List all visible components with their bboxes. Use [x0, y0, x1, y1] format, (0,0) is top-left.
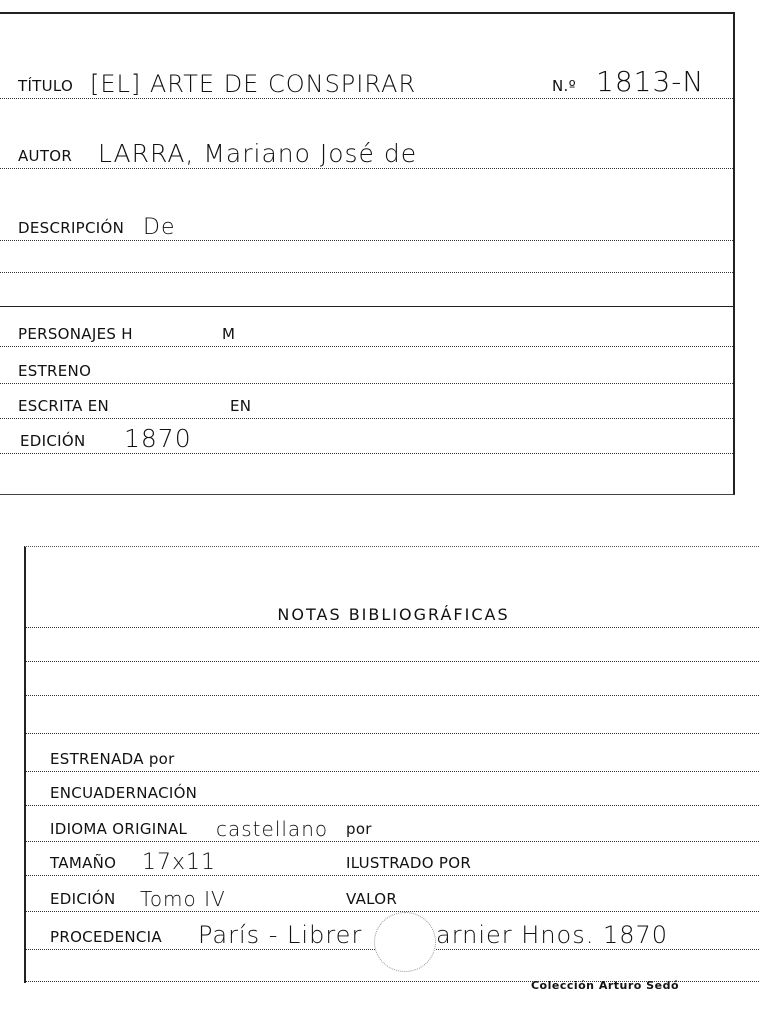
titulo-label: TÍTULO	[18, 77, 74, 95]
estrenada-row	[26, 739, 759, 772]
notas-title: NOTAS BIBLIOGRÁFICAS	[277, 605, 510, 624]
tamano-label: TAMAÑO	[50, 854, 117, 872]
valor-label: VALOR	[346, 890, 398, 908]
notas-line-1	[26, 605, 759, 628]
descripcion-label: DESCRIPCIÓN	[18, 219, 125, 237]
edicion-label: EDICIÓN	[20, 432, 86, 450]
descripcion-line-3	[0, 306, 733, 307]
numero-label: N.º	[552, 77, 576, 95]
personajes-label: PERSONAJES H	[18, 325, 133, 343]
autor-row	[0, 136, 733, 169]
tamano-row	[26, 843, 759, 876]
procedencia-value-part1: París - Librer	[198, 921, 363, 949]
estreno-label: ESTRENO	[18, 362, 92, 380]
descripcion-row	[0, 208, 733, 241]
edicion2-value: Tomo IV	[140, 887, 226, 911]
procedencia-value-part2: arnier Hnos. 1870	[436, 921, 669, 949]
autor-label: AUTOR	[18, 147, 73, 165]
edicion2-label: EDICIÓN	[50, 890, 116, 908]
escrita-row	[0, 386, 733, 419]
procedencia-label: PROCEDENCIA	[50, 928, 162, 946]
notas-line-2	[26, 661, 759, 662]
notas-line-4	[26, 733, 759, 734]
titulo-row	[0, 66, 733, 99]
estreno-row	[0, 351, 733, 384]
encuadernacion-label: ENCUADERNACIÓN	[50, 784, 198, 802]
autor-value: LARRA, Mariano José de	[98, 139, 418, 168]
idioma-label: IDIOMA ORIGINAL	[50, 820, 188, 838]
escrita-en-label: EN	[230, 397, 252, 415]
ink-blot	[374, 912, 436, 972]
descripcion-line-2	[0, 272, 733, 273]
escrita-label: ESCRITA EN	[18, 397, 110, 415]
idioma-por-label: por	[346, 820, 372, 838]
idioma-row	[26, 809, 759, 842]
personajes-row	[0, 314, 733, 347]
tamano-value: 17x11	[142, 850, 217, 875]
collection-stamp: Colección Arturo Sedó	[530, 979, 679, 992]
idioma-value: castellano	[216, 817, 329, 841]
encuadernacion-row	[26, 773, 759, 806]
edicion2-row	[26, 879, 759, 912]
ilustrado-label: ILUSTRADO POR	[346, 854, 472, 872]
edicion-row	[0, 421, 733, 454]
personajes-m-label: M	[222, 325, 236, 343]
estrenada-label: ESTRENADA por	[50, 750, 175, 768]
notas-line-3	[26, 695, 759, 696]
catalog-card-top	[0, 12, 735, 495]
edicion-value: 1870	[124, 424, 192, 453]
descripcion-value: De	[143, 215, 176, 240]
numero-value: 1813-N	[596, 65, 705, 98]
titulo-value: [EL] ARTE DE CONSPIRAR	[90, 70, 417, 98]
